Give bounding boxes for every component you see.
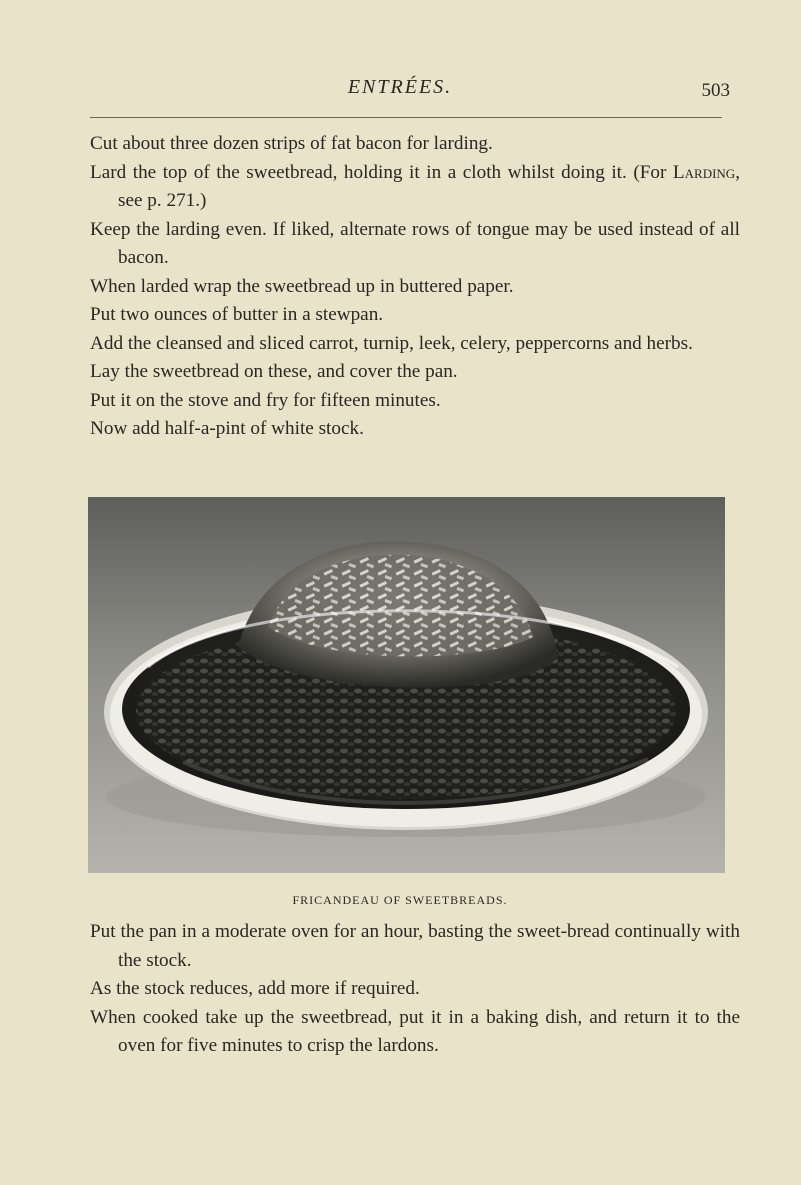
cross-reference: Larding: [672, 161, 736, 183]
header-rule: [90, 117, 722, 118]
step-paragraph: When larded wrap the sweetbread up in buttered paper.: [90, 275, 514, 297]
figure-caption: FRICANDEAU OF SWEETBREADS.: [292, 893, 508, 907]
step-paragraph: As the stock reduces, add more if required.: [90, 978, 420, 999]
page-number: 503: [701, 80, 730, 101]
step-paragraph: Cut about three dozen strips of fat bacon for larding.: [90, 133, 493, 154]
step-paragraph: Add the cleansed and sliced carrot, turnip, leek, celery, peppercorns and herbs.: [90, 332, 693, 354]
step-paragraph: [90, 159, 740, 216]
step-paragraph: Put two ounces of butter in a stewpan.: [90, 304, 384, 325]
step-paragraph: Put the pan in a moderate oven for an hour, basting the sweet-bread continually with the stock.: [90, 921, 740, 971]
step-paragraph: When cooked take up the sweetbread, put it in a baking dish, and return it to the oven for five minutes to crisp the lardons.: [90, 1006, 740, 1056]
dish-illustration: [88, 497, 725, 873]
recipe-steps-top: [90, 130, 740, 444]
step-paragraph: Put it on the stove and fry for fifteen minutes.: [90, 389, 441, 411]
step-text: Lard the top of the sweetbread, holding it in a cloth whilst doing it. (For: [90, 161, 673, 183]
chapter-title: ENTRÉES.: [347, 76, 453, 98]
step-paragraph: Keep the larding even. If liked, alternate rows of tongue may be used instead of all bacon.: [90, 218, 740, 268]
step-paragraph: Lay the sweetbread on these, and cover the pan.: [90, 361, 458, 382]
recipe-steps-bottom: [90, 918, 740, 1061]
step-text: , see p. 271.): [118, 161, 740, 211]
step-paragraph: Now add half-a-pint of white stock.: [90, 418, 364, 439]
dish-photograph: [88, 497, 725, 873]
running-head: [60, 76, 740, 106]
